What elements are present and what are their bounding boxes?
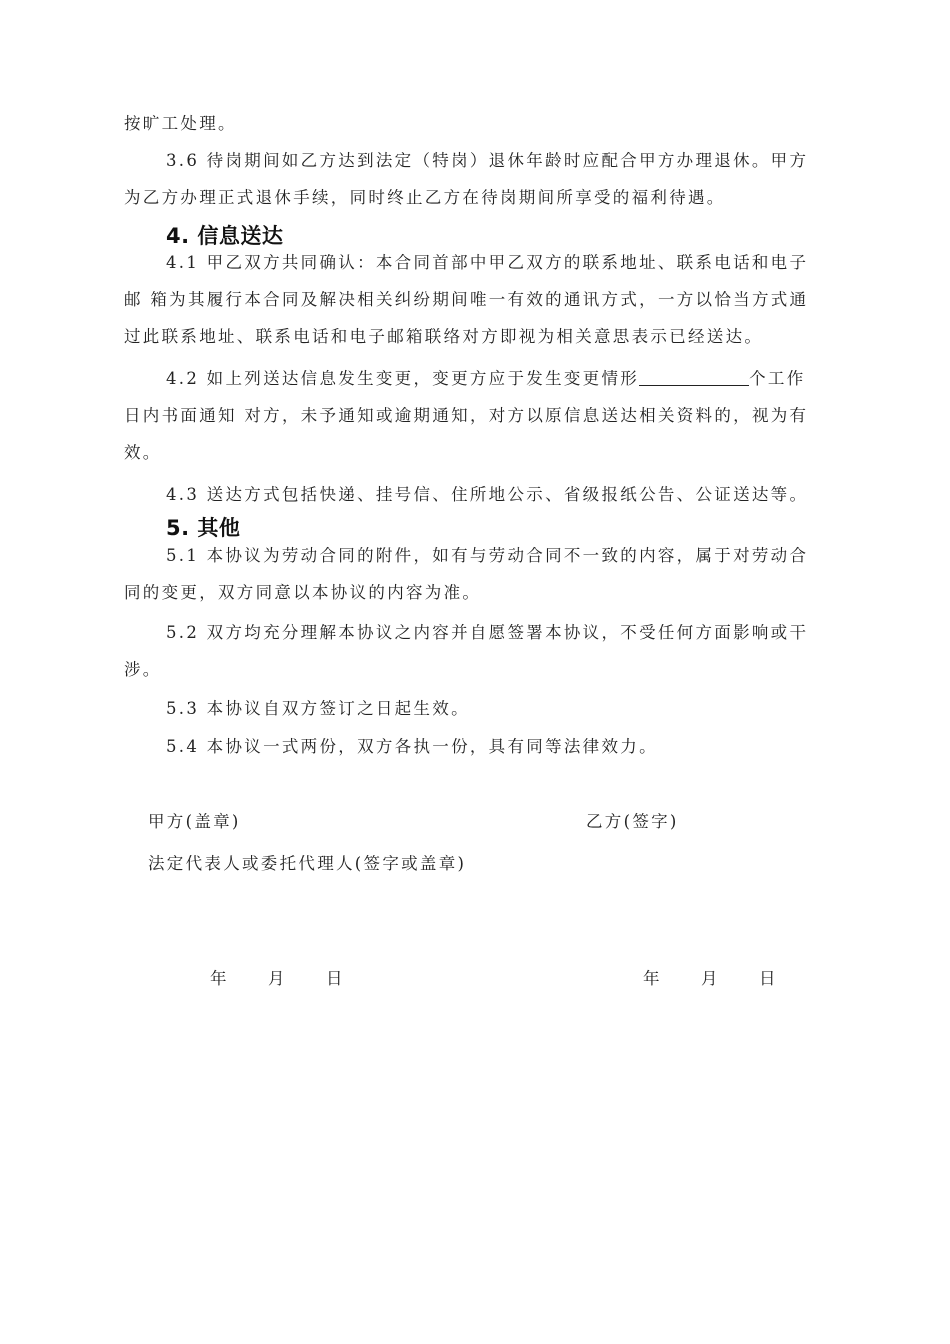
section-heading-5: 5. 其他 [166,516,241,540]
paragraph-4-2-part-b: 个工作日内书面通知 对方，未予通知或逾期通知，对方以原信息送达相关资料的，视为有效。 [124,369,809,462]
paragraph-4-2 [124,360,824,471]
paragraph-4-3: 4.3 送达方式包括快递、挂号信、住所地公示、省级报纸公告、公证送达等。 [166,485,809,504]
paragraph-continuation: 按旷工处理。 [124,114,237,133]
paragraph-3-6: 3.6 待岗期间如乙方达到法定（特岗）退休年龄时应配合甲方办理退休。甲方为乙方办理正式退休手续，同时终止乙方在待岗期间所享受的福利待遇。 [124,151,809,207]
paragraph-4-1: 4.1 甲乙双方共同确认：本合同首部中甲乙双方的联系地址、联系电话和电子邮 箱为其履行本合同及解决相关纠纷期间唯一有效的通讯方式，一方以恰当方式通过此联系地址、联系电话和电子邮箱联络对方即视为相关意思表示已经送达。 [124,253,809,346]
representative-signature-label: 法定代表人或委托代理人(签字或盖章) [148,854,467,873]
party-b-date-year: 年 [643,969,660,988]
paragraph-5-2: 5.2 双方均充分理解本协议之内容并自愿签署本协议，不受任何方面影响或干涉。 [124,623,809,679]
paragraph-5-4: 5.4 本协议一式两份，双方各执一份，具有同等法律效力。 [166,737,658,756]
paragraph-4-2-part-a: 4.2 如上列送达信息发生变更，变更方应于发生变更情形 [166,369,640,388]
party-a-date-year: 年 [210,969,227,988]
blank-line [639,369,749,386]
party-a-date-day: 日 [326,969,343,988]
party-a-signature-label: 甲方(盖章) [148,812,241,831]
paragraph-5-1: 5.1 本协议为劳动合同的附件，如有与劳动合同不一致的内容，属于对劳动合同的变更，双方同意以本协议的内容为准。 [124,546,809,602]
section-heading-4: 4. 信息送达 [166,224,284,248]
party-b-signature-label: 乙方(签字) [586,812,679,831]
party-b-date-month: 月 [701,969,718,988]
party-b-date-day: 日 [759,969,776,988]
party-a-date-month: 月 [268,969,285,988]
paragraph-5-3: 5.3 本协议自双方签订之日起生效。 [166,699,470,718]
